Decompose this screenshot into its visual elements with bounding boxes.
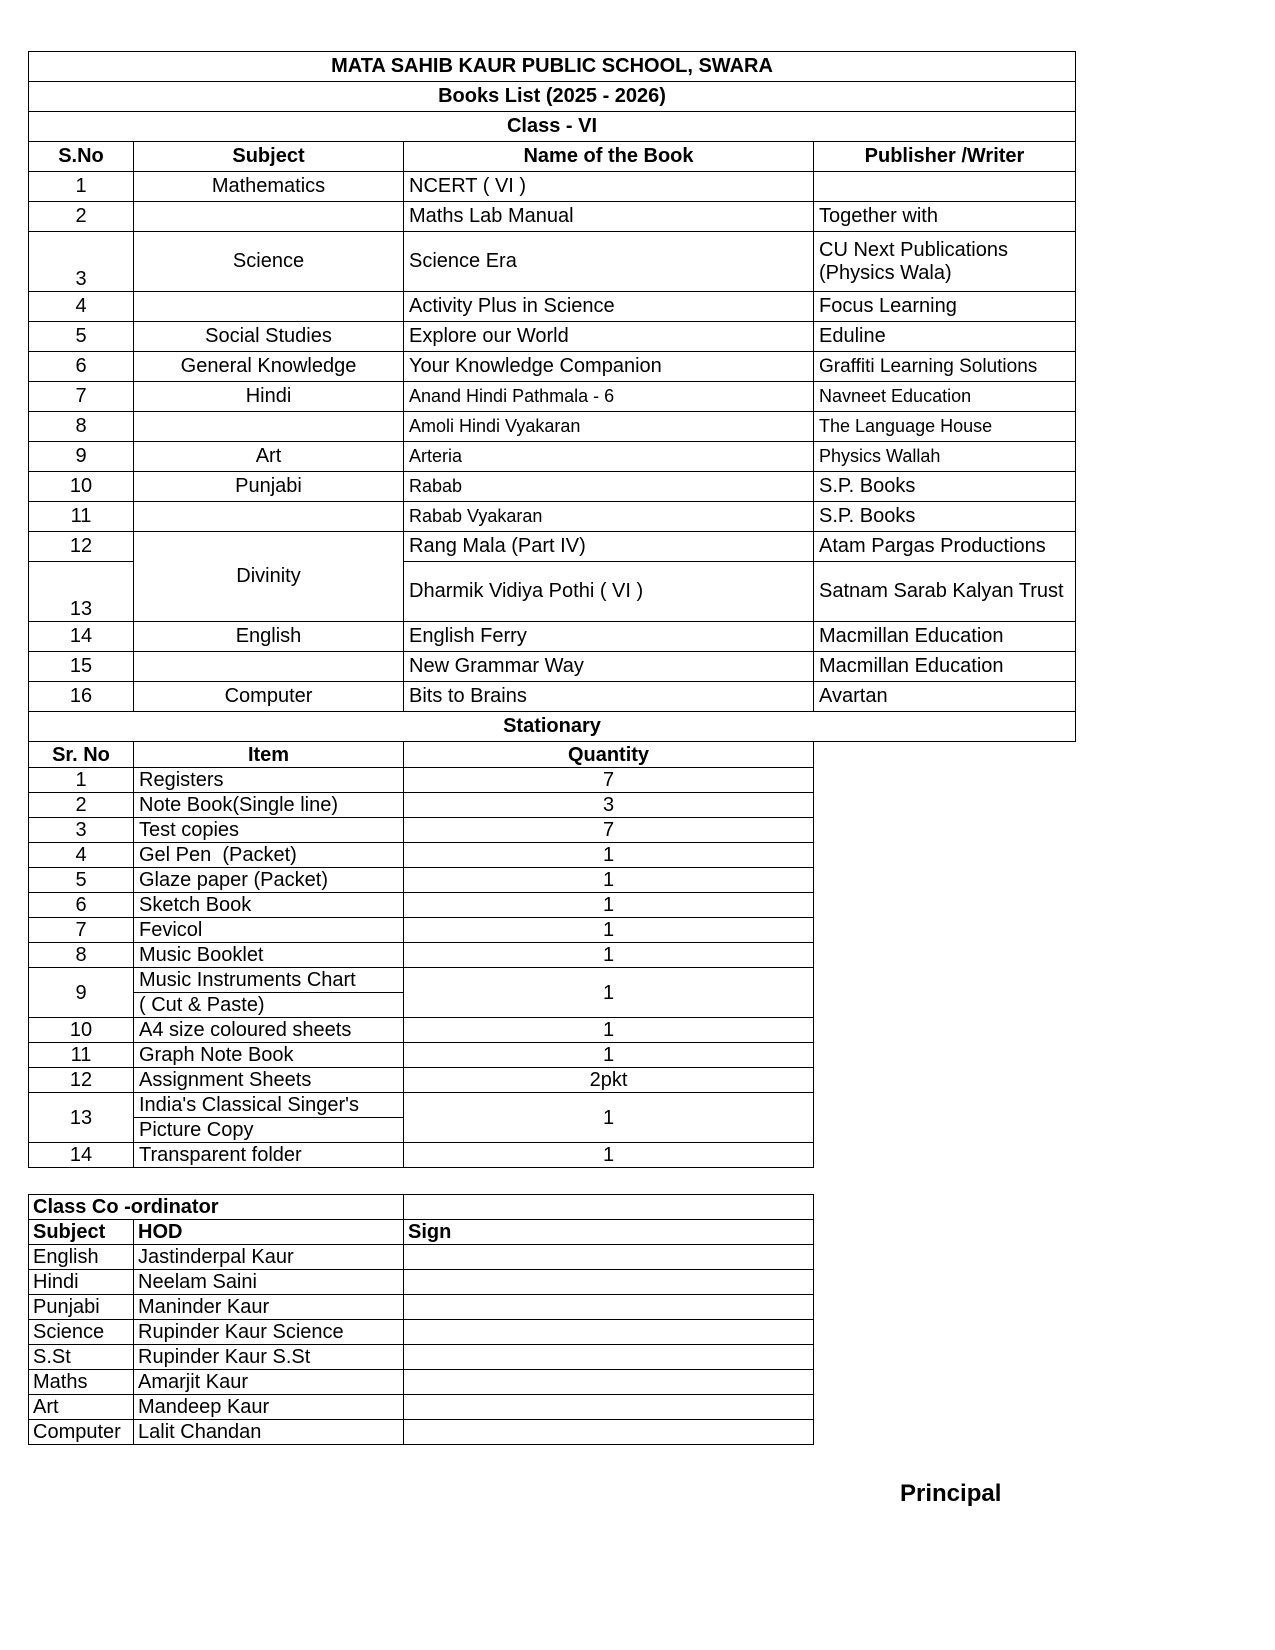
book-cell: Rabab [404,472,814,502]
sno-cell: 12 [29,532,134,562]
hod-cell: Maninder Kaur [134,1295,404,1320]
table-row [29,1245,814,1270]
book-cell: Explore our World [404,322,814,352]
table-row [29,868,814,893]
srno-cell: 12 [29,1068,134,1093]
srno-cell: 5 [29,868,134,893]
sno-cell: 3 [29,232,134,292]
sign-cell [404,1320,814,1345]
table-row [29,1395,814,1420]
publisher-cell: Graffiti Learning Solutions [814,352,1076,382]
table-row [29,472,1076,502]
quantity-cell: 1 [404,1043,814,1068]
hod-cell: Rupinder Kaur Science [134,1320,404,1345]
table-row [29,292,1076,322]
quantity-cell: 1 [404,918,814,943]
table-row [29,1018,814,1043]
book-cell: Your Knowledge Companion [404,352,814,382]
quantity-cell: 1 [404,968,814,1018]
table-row [29,1320,814,1345]
blank-cell [404,1195,814,1220]
table-row [29,968,814,993]
table-row [29,202,1076,232]
item-cell: Note Book(Single line) [134,793,404,818]
book-cell: Arteria [404,442,814,472]
sno-cell: 10 [29,472,134,502]
quantity-cell: 1 [404,1093,814,1143]
table-row [29,768,814,793]
sign-cell [404,1295,814,1320]
hod-cell: Neelam Saini [134,1270,404,1295]
publisher-cell: The Language House [814,412,1076,442]
header-quantity: Quantity [404,742,814,768]
subject-cell: S.St [29,1345,134,1370]
srno-cell: 11 [29,1043,134,1068]
sno-cell: 13 [29,562,134,622]
book-cell: Maths Lab Manual [404,202,814,232]
coordinator-table [28,1194,814,1445]
subject-cell: Punjabi [29,1295,134,1320]
publisher-cell: S.P. Books [814,472,1076,502]
table-row [29,918,814,943]
srno-cell: 10 [29,1018,134,1043]
subject-cell: Punjabi [134,472,404,502]
publisher-cell: Macmillan Education [814,652,1076,682]
header-sno: S.No [29,142,134,172]
quantity-cell: 1 [404,1018,814,1043]
publisher-cell: Satnam Sarab Kalyan Trust [814,562,1076,622]
subject-cell: Maths [29,1370,134,1395]
book-cell: Anand Hindi Pathmala - 6 [404,382,814,412]
quantity-cell: 2pkt [404,1068,814,1093]
class-label: Class - VI [29,112,1076,142]
sno-cell: 11 [29,502,134,532]
book-cell: Rabab Vyakaran [404,502,814,532]
publisher-cell: Avartan [814,682,1076,712]
stationary-header-row [29,742,814,768]
subject-cell [134,202,404,232]
table-row [29,1143,814,1168]
table-row [29,1043,814,1068]
quantity-cell: 7 [404,818,814,843]
hod-cell: Rupinder Kaur S.St [134,1345,404,1370]
item-cell-line2: Picture Copy [134,1118,404,1143]
sno-cell: 6 [29,352,134,382]
coordinator-header-row [29,1220,814,1245]
books-header-row [29,142,1076,172]
coordinator-title: Class Co -ordinator [29,1195,404,1220]
subject-cell: Science [29,1320,134,1345]
hod-cell: Lalit Chandan [134,1420,404,1445]
sign-cell [404,1420,814,1445]
subject-cell: Art [134,442,404,472]
table-row [29,793,814,818]
header-book: Name of the Book [404,142,814,172]
hod-cell: Mandeep Kaur [134,1395,404,1420]
table-row [29,843,814,868]
book-cell: Dharmik Vidiya Pothi ( VI ) [404,562,814,622]
quantity-cell: 1 [404,943,814,968]
list-title: Books List (2025 - 2026) [29,82,1076,112]
header-subject: Subject [134,142,404,172]
item-cell: Fevicol [134,918,404,943]
publisher-cell: CU Next Publications (Physics Wala) [814,232,1076,292]
sno-cell: 16 [29,682,134,712]
subject-cell: Hindi [29,1270,134,1295]
subject-cell [134,652,404,682]
table-row [29,442,1076,472]
publisher-cell [814,172,1076,202]
table-row [29,352,1076,382]
srno-cell: 9 [29,968,134,1018]
subject-cell: Divinity [134,532,404,622]
table-row [29,232,1076,292]
header-hod: HOD [134,1220,404,1245]
item-cell: India's Classical Singer's [134,1093,404,1118]
book-cell: English Ferry [404,622,814,652]
sno-cell: 15 [29,652,134,682]
quantity-cell: 1 [404,1143,814,1168]
srno-cell: 2 [29,793,134,818]
book-cell: Science Era [404,232,814,292]
subject-cell: English [134,622,404,652]
publisher-cell: Eduline [814,322,1076,352]
sno-cell: 9 [29,442,134,472]
book-cell: Amoli Hindi Vyakaran [404,412,814,442]
subject-cell: General Knowledge [134,352,404,382]
quantity-cell: 7 [404,768,814,793]
quantity-cell: 1 [404,868,814,893]
item-cell: Sketch Book [134,893,404,918]
quantity-cell: 3 [404,793,814,818]
table-row [29,502,1076,532]
publisher-cell: Atam Pargas Productions [814,532,1076,562]
sno-cell: 2 [29,202,134,232]
srno-cell: 4 [29,843,134,868]
header-srno: Sr. No [29,742,134,768]
table-row [29,1420,814,1445]
book-cell: Activity Plus in Science [404,292,814,322]
quantity-cell: 1 [404,843,814,868]
srno-cell: 1 [29,768,134,793]
table-row [29,1370,814,1395]
header-publisher: Publisher /Writer [814,142,1076,172]
sno-cell: 8 [29,412,134,442]
table-row [29,1270,814,1295]
books-list-sheet [28,51,1076,1445]
table-row [29,1345,814,1370]
item-cell: Assignment Sheets [134,1068,404,1093]
table-row [29,322,1076,352]
sno-cell: 5 [29,322,134,352]
book-cell: Rang Mala (Part IV) [404,532,814,562]
stationary-table [28,741,814,1168]
item-cell-line2: ( Cut & Paste) [134,993,404,1018]
sno-cell: 14 [29,622,134,652]
publisher-cell: Together with [814,202,1076,232]
table-row [29,818,814,843]
subject-cell [134,292,404,322]
publisher-cell: Navneet Education [814,382,1076,412]
subject-cell: Hindi [134,382,404,412]
publisher-cell: Physics Wallah [814,442,1076,472]
book-cell: New Grammar Way [404,652,814,682]
item-cell: Graph Note Book [134,1043,404,1068]
srno-cell: 8 [29,943,134,968]
table-row [29,382,1076,412]
sign-cell [404,1345,814,1370]
subject-cell [134,412,404,442]
table-row [29,943,814,968]
item-cell: Registers [134,768,404,793]
hod-cell: Jastinderpal Kaur [134,1245,404,1270]
table-row [29,1068,814,1093]
sign-cell [404,1270,814,1295]
item-cell: Glaze paper (Packet) [134,868,404,893]
sign-cell [404,1370,814,1395]
subject-cell: Mathematics [134,172,404,202]
books-table [28,51,1076,742]
book-cell: NCERT ( VI ) [404,172,814,202]
sno-cell: 7 [29,382,134,412]
item-cell: Gel Pen (Packet) [134,843,404,868]
header-subject: Subject [29,1220,134,1245]
srno-cell: 13 [29,1093,134,1143]
item-cell: A4 size coloured sheets [134,1018,404,1043]
sno-cell: 1 [29,172,134,202]
sign-cell [404,1245,814,1270]
table-row [29,412,1076,442]
quantity-cell: 1 [404,893,814,918]
table-row [29,172,1076,202]
table-row [29,682,1076,712]
table-row [29,1093,814,1118]
subject-cell: Science [134,232,404,292]
subject-cell: English [29,1245,134,1270]
item-cell: Test copies [134,818,404,843]
header-sign: Sign [404,1220,814,1245]
item-cell: Music Instruments Chart [134,968,404,993]
hod-cell: Amarjit Kaur [134,1370,404,1395]
table-row [29,1295,814,1320]
srno-cell: 14 [29,1143,134,1168]
stationary-title: Stationary [29,712,1076,742]
header-item: Item [134,742,404,768]
table-row [29,622,1076,652]
srno-cell: 3 [29,818,134,843]
item-cell: Transparent folder [134,1143,404,1168]
publisher-cell: Focus Learning [814,292,1076,322]
subject-cell: Art [29,1395,134,1420]
publisher-cell: Macmillan Education [814,622,1076,652]
table-row [29,532,1076,562]
table-row [29,652,1076,682]
subject-cell: Social Studies [134,322,404,352]
table-row [29,893,814,918]
subject-cell: Computer [134,682,404,712]
book-cell: Bits to Brains [404,682,814,712]
subject-cell: Computer [29,1420,134,1445]
school-name: MATA SAHIB KAUR PUBLIC SCHOOL, SWARA [29,52,1076,82]
principal-signature-label: Principal [900,1480,1002,1507]
sign-cell [404,1395,814,1420]
publisher-cell: S.P. Books [814,502,1076,532]
sno-cell: 4 [29,292,134,322]
subject-cell [134,502,404,532]
srno-cell: 7 [29,918,134,943]
item-cell: Music Booklet [134,943,404,968]
srno-cell: 6 [29,893,134,918]
